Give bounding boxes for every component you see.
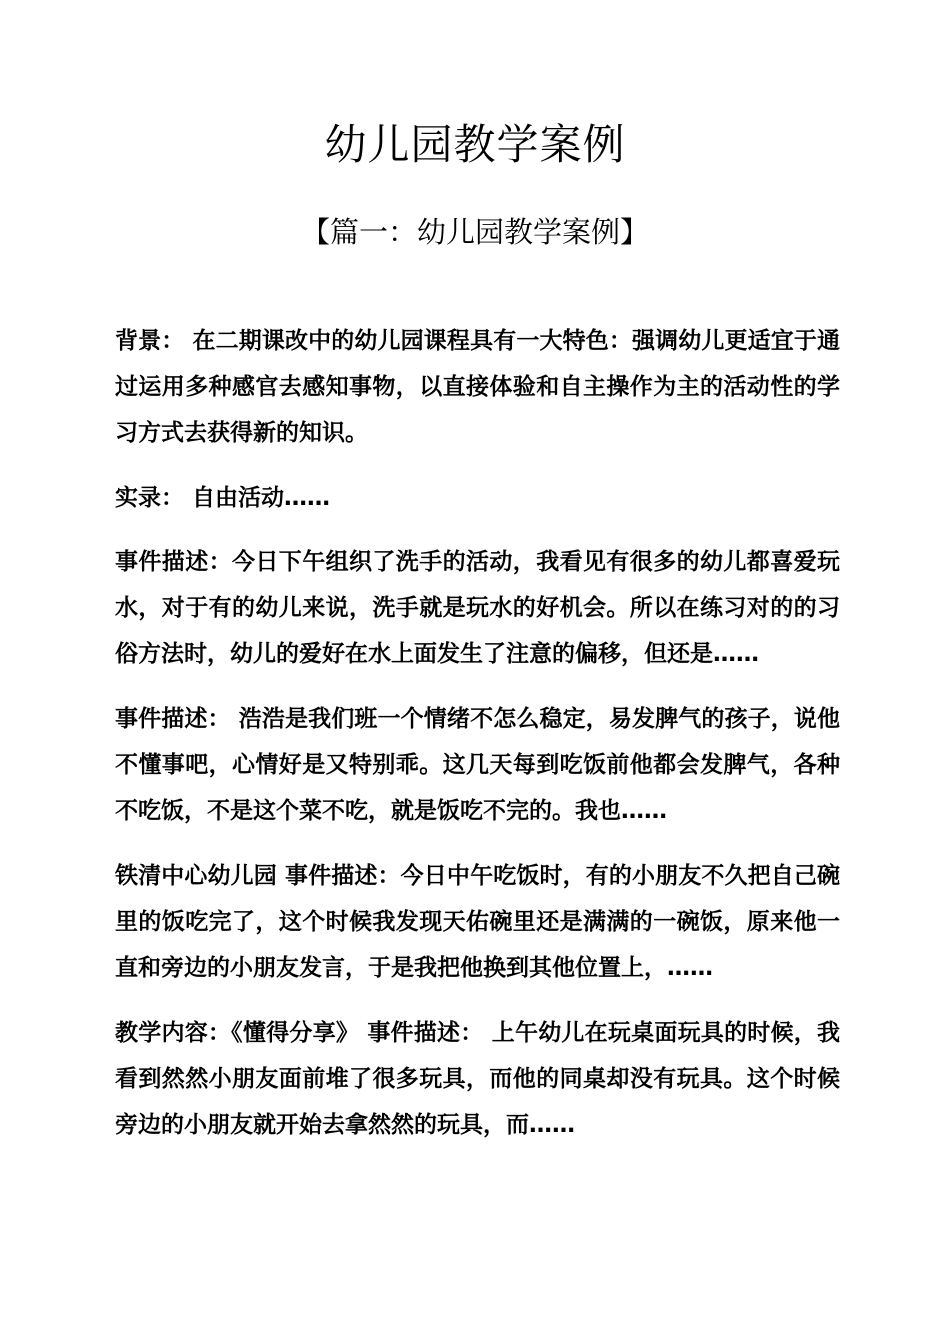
paragraph-event-lunch: 铁清中心幼儿园 事件描述：今日中午吃饭时，有的小朋友不久把自己碗里的饭吃完了，这个时候我发现天佑碗里还是满满的一碗饭，原来他一直和旁边的小朋友发言，于是我把他换到其他位置上，…… [115, 863, 840, 981]
paragraph-event-haohao: 事件描述： 浩浩是我们班一个情绪不怎么稳定，易发脾气的孩子，说他不懂事吧，心情好是又特别乖。这几天每到吃饭前他都会发脾气，各种不吃饭，不是这个菜不吃，就是饭吃不完的。我也…… [115, 706, 840, 824]
document-subtitle: 【篇一：幼儿园教学案例】 [300, 215, 649, 249]
paragraph-background: 背景： 在二期课改中的幼儿园课程具有一大特色：强调幼儿更适宜于通过运用多种感官去感知事物，以直接体验和自主操作为主的活动性的学习方式去获得新的知识。 [115, 328, 840, 446]
document-title: 幼儿园教学案例 [324, 120, 626, 169]
paragraph-event-sharing: 教学内容：《懂得分享》 事件描述： 上午幼儿在玩桌面玩具的时候，我看到然然小朋友面前堆了很多玩具，而他的同桌却没有玩具。这个时候旁边的小朋友就开始去拿然然的玩具，而…… [115, 1020, 840, 1138]
paragraph-record: 实录： 自由活动…… [115, 485, 331, 511]
paragraph-event-handwashing: 事件描述：今日下午组织了洗手的活动，我看见有很多的幼儿都喜爱玩水，对于有的幼儿来说，洗手就是玩水的好机会。所以在练习对的的习俗方法时，幼儿的爱好在水上面发生了注意的偏移，但还是…… [115, 549, 840, 667]
document-body [115, 318, 840, 1167]
